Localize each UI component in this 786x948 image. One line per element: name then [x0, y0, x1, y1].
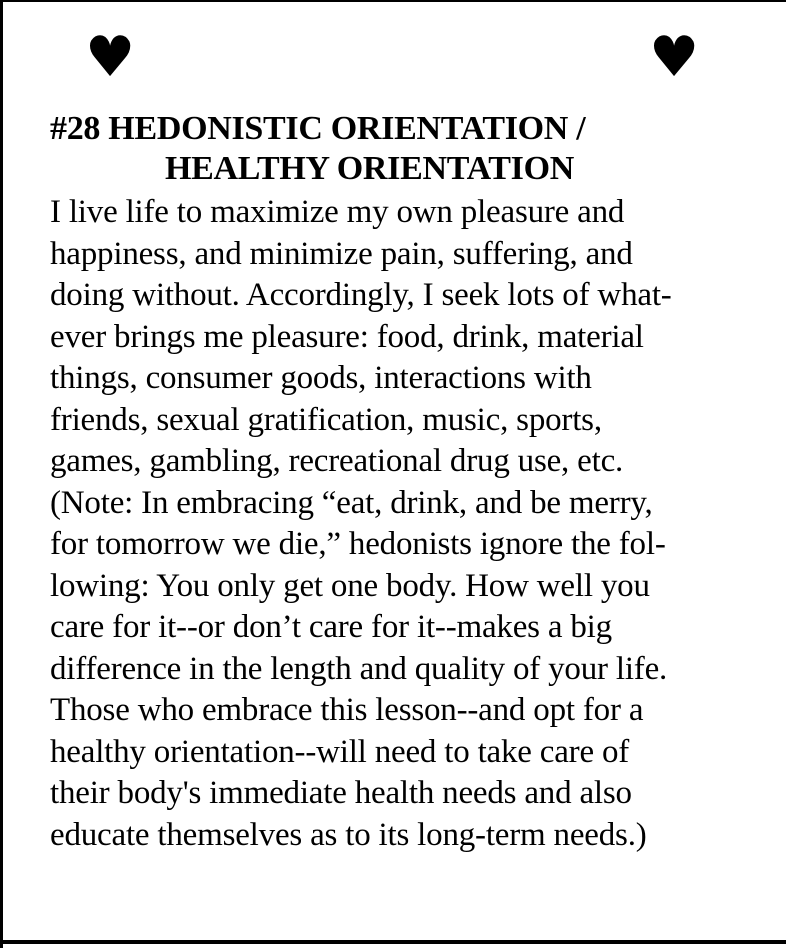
title-line-2: HEALTHY ORIENTATION	[165, 150, 575, 187]
body-line: difference in the length and quality of your life.	[50, 650, 668, 687]
heart-icon: ♥	[649, 25, 700, 90]
card-title	[50, 109, 770, 189]
heart-icon: ♥	[85, 25, 136, 90]
body-line: their body's immediate health needs and also	[50, 775, 632, 811]
body-line: for tomorrow we die,” hedonists ignore the fol-	[50, 526, 666, 562]
body-line: lowing: You only get one body. How well you	[50, 567, 650, 604]
body-line: Those who embrace this lesson--and opt for a	[50, 692, 644, 728]
body-line: I live life to maximize my own pleasure and	[50, 194, 625, 230]
body-line: healthy orientation--will need to take care of	[50, 733, 630, 770]
body-line: happiness, and minimize pain, suffering, and	[50, 235, 633, 272]
body-line: games, gambling, recreational drug use, etc.	[50, 443, 624, 479]
body-line: things, consumer goods, interactions with	[50, 360, 592, 396]
body-line: (Note: In embracing “eat, drink, and be merry,	[50, 484, 653, 521]
bottom-divider	[3, 940, 786, 944]
body-line: educate themselves as to its long-term needs.)	[50, 816, 647, 853]
body-line: care for it--or don’t care for it--makes a big	[50, 609, 612, 645]
title-line-1: #28 HEDONISTIC ORIENTATION /	[50, 110, 586, 147]
card-body	[50, 192, 780, 856]
body-line: friends, sexual gratification, music, sports,	[50, 401, 602, 438]
body-line: ever brings me pleasure: food, drink, material	[50, 318, 644, 355]
body-line: doing without. Accordingly, I seek lots of what-	[50, 277, 672, 313]
